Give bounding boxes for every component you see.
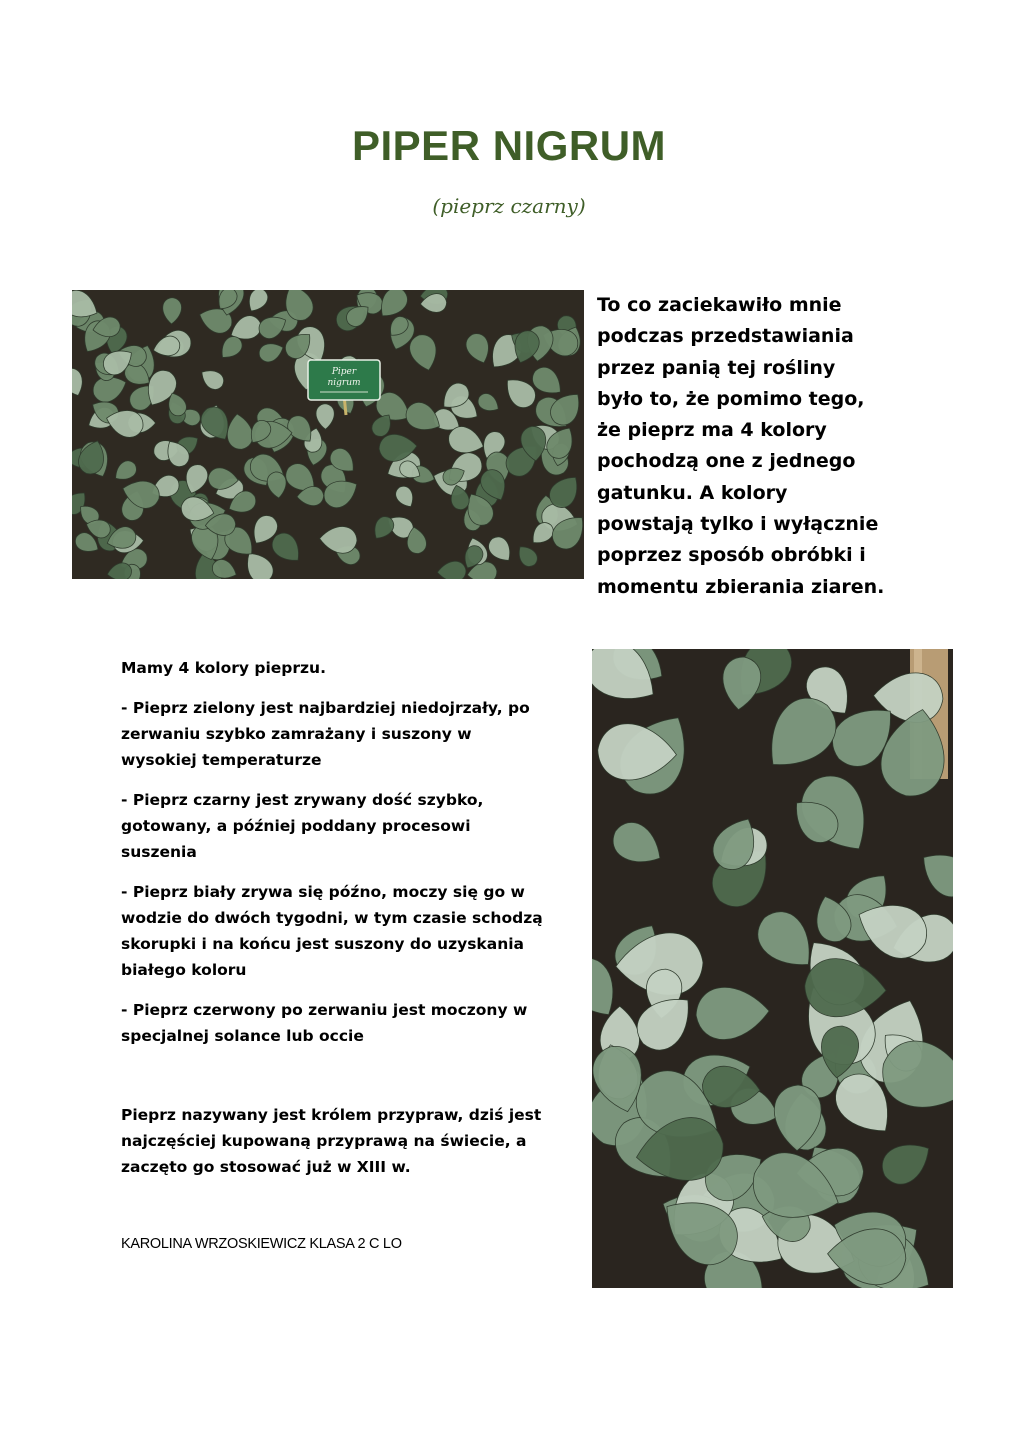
intro-line: że pieprz ma 4 kolory [597, 419, 827, 442]
author-credit: KAROLINA WRZOSKIEWICZ KLASA 2 C LO [121, 1236, 402, 1252]
color-item-black: - Pieprz czarny jest zrywany dość szybko, gotowany, a później poddany procesowi suszenia [121, 791, 484, 861]
color-item-green: - Pieprz zielony jest najbardziej niedojrzały, po zerwaniu szybko zamrażany i suszony w wysokiej temperaturze [121, 699, 530, 769]
intro-line: podczas przedstawiania [597, 325, 854, 348]
sign-text-line2: nigrum [327, 378, 361, 388]
closing-paragraph [121, 1102, 581, 1180]
intro-line: przez panią tej rośliny [597, 356, 836, 379]
color-item-white: - Pieprz biały zrywa się późno, moczy się go w wodzie do dwóch tygodni, w tym czasie schodzą skorupki i na końcu jest suszony do uzyskania białego koloru [121, 883, 543, 979]
sign-text-line1: Piper [331, 367, 357, 377]
closing-line: najczęściej kupowaną przyprawą na świecie, a [121, 1132, 527, 1150]
page-subtitle: (pieprz czarny) [432, 194, 586, 218]
intro-line: momentu zbierania ziaren. [597, 575, 885, 598]
closing-line: Pieprz nazywany jest królem przypraw, dziś jest [121, 1106, 542, 1124]
plant-photo-top-image [72, 290, 584, 579]
intro-line: poprzez sposób obróbki i [597, 544, 866, 567]
photo-plant-closeup [592, 649, 953, 1288]
intro-line: To co zaciekawiło mnie [597, 294, 842, 316]
intro-line: było to, że pomimo tego, [597, 387, 865, 410]
intro-paragraph [597, 290, 917, 603]
page-title: PIPER NIGRUM [351, 122, 667, 169]
plant-photo-right-image [592, 649, 953, 1288]
pepper-colors-section [121, 655, 581, 1063]
colors-heading: Mamy 4 kolory pieprzu. [121, 659, 326, 677]
color-item-red: - Pieprz czerwony po zerwaniu jest moczony w specjalnej solance lub occie [121, 1001, 528, 1045]
intro-line: powstają tylko i wyłącznie [597, 513, 879, 536]
closing-line: zaczęto go stosować już w XIII w. [121, 1158, 411, 1176]
photo-plant-bed-with-sign [72, 290, 584, 579]
intro-line: pochodzą one z jednego [597, 450, 856, 473]
intro-line: gatunku. A kolory [597, 481, 788, 504]
